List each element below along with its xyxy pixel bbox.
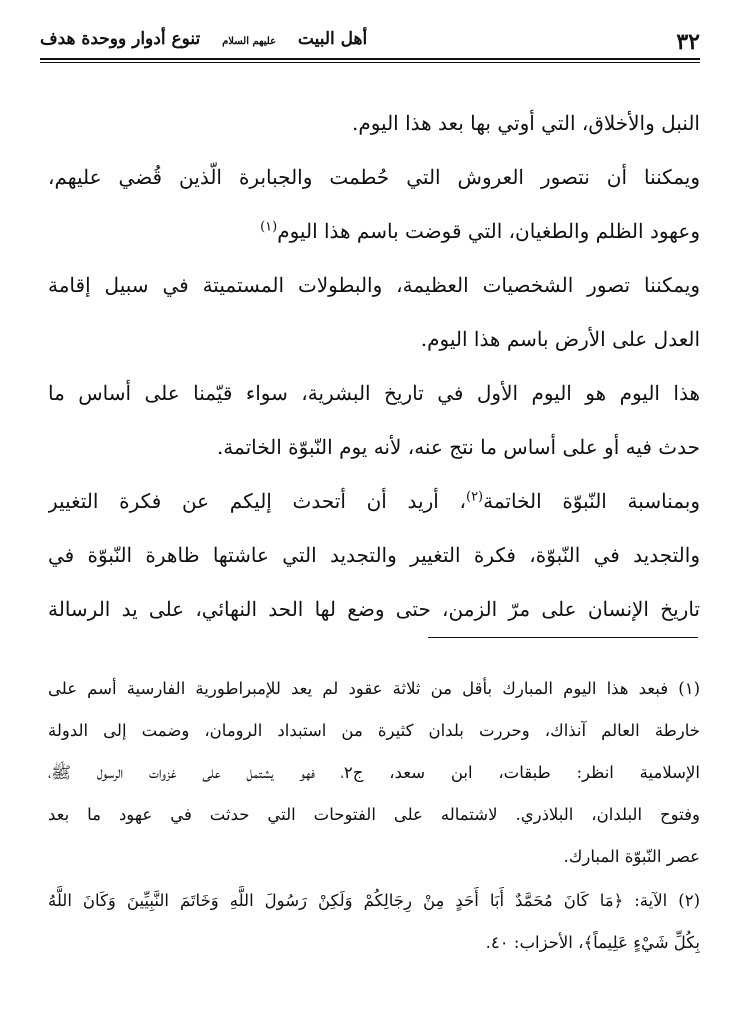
page-number: ٣٢ xyxy=(676,29,700,55)
footnotes xyxy=(48,668,700,964)
footnote-line: (١) فبعد هذا اليوم المبارك بأقل من ثلاثة عقود لم يعد للإمبراطورية الفارسية أسم على xyxy=(48,679,700,698)
footnote-separator xyxy=(428,637,698,638)
book-title: أهل البيت xyxy=(297,29,368,49)
footnote-ref-1[interactable]: (١) xyxy=(260,219,278,235)
footnote-ref-2[interactable]: (٢) xyxy=(465,489,484,505)
paragraph-line: والتجديد في النّبوّة، فكرة التغيير والتجديد التي عاشتها ظاهرة النّبوّة في xyxy=(48,543,700,567)
footnote-line: بِكُلِّ شَيْءٍ عَلِيماً﴾، الأحزاب: ٤٠. xyxy=(485,933,700,952)
main-text xyxy=(48,96,700,636)
paragraph-line-text: وبمناسبة النّبوّة الخاتمة xyxy=(483,489,700,513)
paragraph-line: تاريخ الإنسان على مرّ الزمن، حتى وضع لها الحد النهائي، على يد الرسالة xyxy=(48,597,700,621)
footnote-line: وفتوح البلدان، البلاذري. لاشتماله على الفتوحات التي حدثت في عهود ما بعد xyxy=(48,805,700,824)
paragraph-line-text: ، أريد أن أتحدث إليكم عن فكرة التغيير xyxy=(48,489,466,513)
paragraph-line xyxy=(48,204,700,258)
paragraph-line: ويمكننا أن نتصور العروش التي حُطمت والجبابرة الّذين قُضي عليهم، xyxy=(48,165,700,189)
chapter-title: تنوع أدوار ووحدة هدف xyxy=(40,29,201,49)
paragraph-line: العدل على الأرض باسم هذا اليوم. xyxy=(420,327,700,351)
paragraph-line: حدث فيه أو على أساس ما نتج عنه، لأنه يوم النّبوّة الخاتمة. xyxy=(216,435,700,459)
footnote-line: خارطة العالم آنذاك، وحررت بلدان كثيرة من استبداد الرومان، وضمت إلى الدولة xyxy=(48,721,700,740)
paragraph-line-text: وعهود الظلم والطغيان، التي قوضت باسم هذا اليوم xyxy=(277,219,700,243)
running-header xyxy=(40,26,700,56)
paragraph-line: هذا اليوم هو اليوم الأول في تاريخ البشرية، سواء قيّمنا على أساس ما xyxy=(48,381,700,405)
footnote-line: الإسلامية انظر: طبقات، ابن سعد، ج٢، فهو يشتمل على غزوات الرسول ﷺ، xyxy=(48,763,700,782)
honorific-glyph: عليهم السلام xyxy=(222,36,277,47)
header-rule-thick xyxy=(40,58,700,60)
header-rule-thin xyxy=(40,62,700,63)
footnote-line: (٢) الآية: ﴿مَا كَانَ مُحَمَّدٌ أَبَا أَحَدٍ مِنْ رِجَالِكُمْ وَلَكِنْ رَسُولَ اللَّهِ وَخَاتَمَ النَّبِيِّينَ وَكَانَ اللَّهُ xyxy=(48,891,700,910)
paragraph-line: ويمكننا تصور الشخصيات العظيمة، والبطولات المستميتة في سبيل إقامة xyxy=(48,273,700,297)
running-title xyxy=(40,25,367,56)
paragraph-line: النبل والأخلاق، التي أوتي بها بعد هذا اليوم. xyxy=(351,111,700,135)
paragraph-line xyxy=(48,474,700,528)
footnote-line: عصر النّبوّة المبارك. xyxy=(563,847,700,866)
